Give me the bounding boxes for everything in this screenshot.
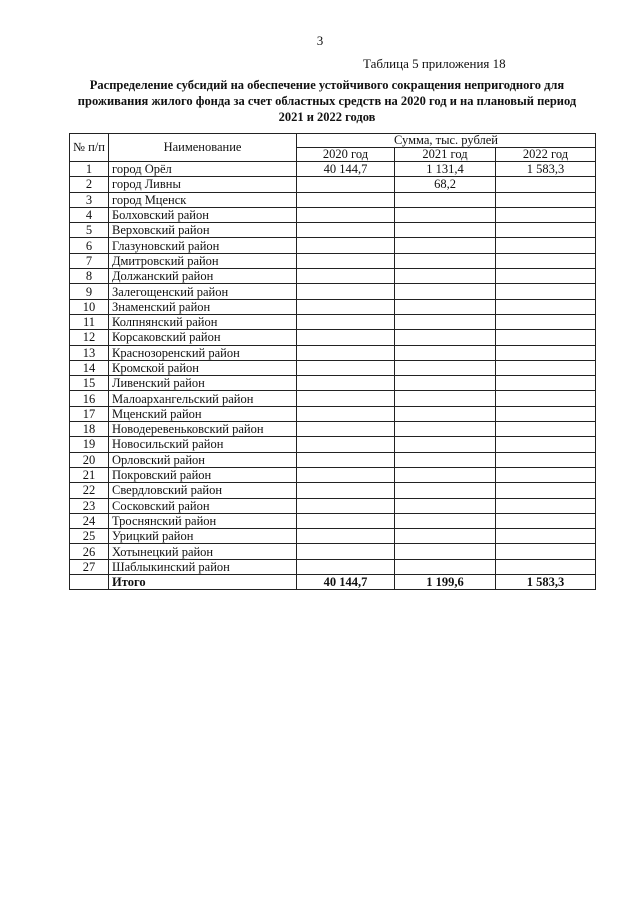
table-row (70, 544, 596, 559)
value-2020 (297, 299, 395, 314)
value-2021 (395, 544, 496, 559)
table-row (70, 376, 596, 391)
value-2020 (297, 376, 395, 391)
header-number: № п/п (70, 134, 109, 162)
value-2021 (395, 483, 496, 498)
row-name: Глазуновский район (109, 238, 297, 253)
value-2021 (395, 269, 496, 284)
value-2022 (496, 330, 596, 345)
value-2020 (297, 483, 395, 498)
row-name: Краснозоренский район (109, 345, 297, 360)
value-2021: 1 131,4 (395, 162, 496, 177)
row-number: 20 (70, 452, 109, 467)
header-year-2022: 2022 год (496, 148, 596, 162)
value-2021 (395, 529, 496, 544)
value-2022 (496, 192, 596, 207)
row-name: Хотынецкий район (109, 544, 297, 559)
value-2021 (395, 284, 496, 299)
value-2021 (395, 452, 496, 467)
row-number: 21 (70, 467, 109, 482)
row-number: 15 (70, 376, 109, 391)
value-2022 (496, 345, 596, 360)
value-2022 (496, 529, 596, 544)
row-number: 19 (70, 437, 109, 452)
table-row (70, 314, 596, 329)
value-2020: 40 144,7 (297, 162, 395, 177)
value-2021 (395, 376, 496, 391)
row-name: Покровский район (109, 467, 297, 482)
value-2022 (496, 513, 596, 528)
value-2022: 1 583,3 (496, 162, 596, 177)
value-2020 (297, 330, 395, 345)
value-2020 (297, 207, 395, 222)
row-name: Колпнянский район (109, 314, 297, 329)
value-2022 (496, 452, 596, 467)
row-number: 3 (70, 192, 109, 207)
value-2022 (496, 544, 596, 559)
table-row (70, 498, 596, 513)
value-2021 (395, 467, 496, 482)
table-row (70, 360, 596, 375)
row-name: Дмитровский район (109, 253, 297, 268)
row-number: 4 (70, 207, 109, 222)
table-row (70, 238, 596, 253)
row-number: 18 (70, 422, 109, 437)
value-2021 (395, 498, 496, 513)
row-number: 22 (70, 483, 109, 498)
table-row (70, 452, 596, 467)
row-name: Орловский район (109, 452, 297, 467)
value-2020 (297, 238, 395, 253)
row-name: Верховский район (109, 223, 297, 238)
value-2022 (496, 299, 596, 314)
row-number: 26 (70, 544, 109, 559)
table-row (70, 207, 596, 222)
header-sum: Сумма, тыс. рублей (297, 134, 596, 148)
total-2022: 1 583,3 (496, 575, 596, 590)
row-number: 9 (70, 284, 109, 299)
value-2020 (297, 223, 395, 238)
row-number: 27 (70, 559, 109, 574)
table-row (70, 467, 596, 482)
table-row (70, 437, 596, 452)
row-number: 13 (70, 345, 109, 360)
row-number: 6 (70, 238, 109, 253)
title-line-2: проживания жилого фонда за счет областных средств на 2020 год и на плановый период (77, 94, 577, 108)
table-row (70, 330, 596, 345)
row-name: Шаблыкинский район (109, 559, 297, 574)
total-label: Итого (109, 575, 297, 590)
value-2022 (496, 238, 596, 253)
header-year-2021: 2021 год (395, 148, 496, 162)
total-2020: 40 144,7 (297, 575, 395, 590)
table-row (70, 513, 596, 528)
value-2020 (297, 192, 395, 207)
value-2020 (297, 360, 395, 375)
total-row (70, 575, 596, 590)
value-2020 (297, 513, 395, 528)
value-2020 (297, 498, 395, 513)
table-row (70, 391, 596, 406)
value-2021 (395, 238, 496, 253)
value-2020 (297, 284, 395, 299)
row-number: 25 (70, 529, 109, 544)
value-2021 (395, 513, 496, 528)
value-2020 (297, 391, 395, 406)
row-name: Малоархангельский район (109, 391, 297, 406)
table-row (70, 483, 596, 498)
row-number: 24 (70, 513, 109, 528)
value-2022 (496, 253, 596, 268)
title-line-3: 2021 и 2022 годов (278, 110, 376, 124)
table-row (70, 284, 596, 299)
row-number: 17 (70, 406, 109, 421)
document-title (62, 77, 592, 125)
value-2020 (297, 544, 395, 559)
row-number: 23 (70, 498, 109, 513)
table-row (70, 192, 596, 207)
row-name: город Орёл (109, 162, 297, 177)
row-number: 10 (70, 299, 109, 314)
value-2020 (297, 177, 395, 192)
value-2021 (395, 253, 496, 268)
row-name: Корсаковский район (109, 330, 297, 345)
row-number: 8 (70, 269, 109, 284)
header-year-2020: 2020 год (297, 148, 395, 162)
table-row (70, 162, 596, 177)
row-name: Знаменский район (109, 299, 297, 314)
table-row (70, 345, 596, 360)
value-2022 (496, 422, 596, 437)
value-2021 (395, 345, 496, 360)
row-name: Троснянский район (109, 513, 297, 528)
table-reference: Таблица 5 приложения 18 (363, 56, 506, 71)
value-2021 (395, 314, 496, 329)
value-2021 (395, 391, 496, 406)
value-2020 (297, 406, 395, 421)
value-2022 (496, 467, 596, 482)
table-row (70, 253, 596, 268)
value-2021 (395, 330, 496, 345)
value-2021 (395, 437, 496, 452)
value-2020 (297, 529, 395, 544)
row-name: Кромской район (109, 360, 297, 375)
value-2021 (395, 207, 496, 222)
value-2022 (496, 177, 596, 192)
table-row (70, 422, 596, 437)
value-2021 (395, 406, 496, 421)
row-name: Новодеревеньковский район (109, 422, 297, 437)
value-2022 (496, 284, 596, 299)
value-2021 (395, 360, 496, 375)
row-name: Урицкий район (109, 529, 297, 544)
row-name: Мценский район (109, 406, 297, 421)
total-2021: 1 199,6 (395, 575, 496, 590)
value-2021 (395, 223, 496, 238)
row-number: 2 (70, 177, 109, 192)
table-body (70, 162, 596, 590)
value-2022 (496, 207, 596, 222)
row-number: 1 (70, 162, 109, 177)
row-name: Новосильский район (109, 437, 297, 452)
value-2022 (496, 498, 596, 513)
row-name: Свердловский район (109, 483, 297, 498)
row-name: Болховский район (109, 207, 297, 222)
row-name: Залегощенский район (109, 284, 297, 299)
value-2022 (496, 223, 596, 238)
row-name: Должанский район (109, 269, 297, 284)
title-line-1: Распределение субсидий на обеспечение устойчивого сокращения непригодного для (89, 78, 565, 92)
row-number: 12 (70, 330, 109, 345)
value-2021: 68,2 (395, 177, 496, 192)
row-number: 7 (70, 253, 109, 268)
header-name: Наименование (109, 134, 297, 162)
row-number: 16 (70, 391, 109, 406)
table-row (70, 223, 596, 238)
value-2020 (297, 452, 395, 467)
value-2022 (496, 391, 596, 406)
subsidy-table (69, 133, 596, 590)
value-2021 (395, 299, 496, 314)
value-2021 (395, 192, 496, 207)
value-2022 (496, 437, 596, 452)
value-2020 (297, 559, 395, 574)
value-2020 (297, 269, 395, 284)
value-2022 (496, 360, 596, 375)
value-2022 (496, 269, 596, 284)
row-number: 11 (70, 314, 109, 329)
value-2021 (395, 559, 496, 574)
table-row (70, 269, 596, 284)
value-2020 (297, 422, 395, 437)
value-2022 (496, 559, 596, 574)
value-2022 (496, 314, 596, 329)
row-number: 14 (70, 360, 109, 375)
page-number: 3 (316, 33, 324, 48)
value-2022 (496, 406, 596, 421)
row-name: город Мценск (109, 192, 297, 207)
total-number-cell (70, 575, 109, 590)
value-2021 (395, 422, 496, 437)
table-row (70, 177, 596, 192)
value-2020 (297, 253, 395, 268)
row-number: 5 (70, 223, 109, 238)
value-2020 (297, 467, 395, 482)
row-name: Сосковский район (109, 498, 297, 513)
table-row (70, 406, 596, 421)
table-header (70, 134, 596, 162)
value-2020 (297, 437, 395, 452)
value-2022 (496, 376, 596, 391)
table-row (70, 529, 596, 544)
table-row (70, 299, 596, 314)
value-2022 (496, 483, 596, 498)
row-name: Ливенский район (109, 376, 297, 391)
row-name: город Ливны (109, 177, 297, 192)
value-2020 (297, 314, 395, 329)
value-2020 (297, 345, 395, 360)
table-row (70, 559, 596, 574)
